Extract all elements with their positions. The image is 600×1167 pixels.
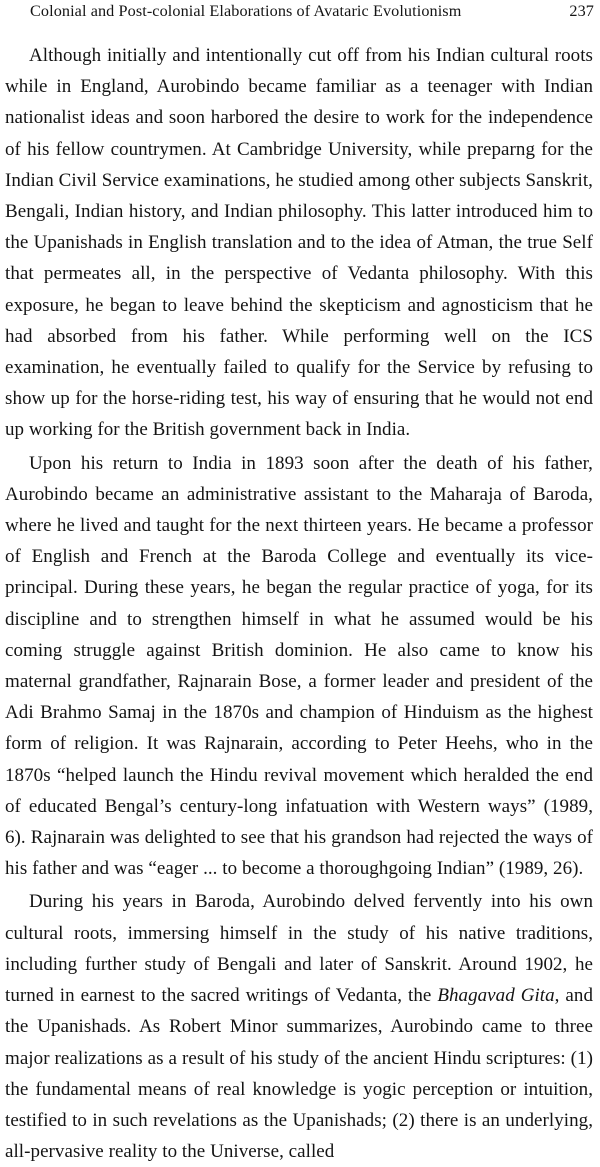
paragraph-1: Although initially and intentionally cut off from his Indian cultural roots while in England, Aurobindo became familiar as a teenager with Indian nationalist ideas and soon harbored the desire to work for the independence of his fellow countrymen. At Cambridge University, while preparng for the Indian Civil Service examinations, he studied among other subjects Sanskrit, Bengali, Indian history, and Indian philosophy. This latter introduced him to the Upanishads in English translation and to the idea of Atman, the true Self that permeates all, in the perspective of Vedanta philosophy. With this exposure, he began to leave behind the skepticism and agnosticism that he had absorbed from his father. While performing well on the ICS examination, he eventually failed to qualify for the Service by refusing to show up for the horse-riding test, his way of ensuring that he would not end up working for the British government back in India. bbox=[5, 45, 593, 441]
paragraph-2: Upon his return to India in 1893 soon after the death of his father, Aurobindo became an administrative assistant to the Maharaja of Baroda, where he lived and taught for the next thirteen years. He became a professor of English and French at the Baroda College and eventually its vice-principal. During these years, he began the regular practice of yoga, for its discipline and to strengthen himself in what he assumed would be his coming struggle against British dominion. He also came to know his maternal grandfather, Rajnarain Bose, a former leader and president of the Adi Brahmo Samaj in the 1870s and champion of Hinduism as the highest form of religion. It was Rajnarain, according to Peter Heehs, who in the 1870s “helped launch the Hindu revival movement which heralded the end of educated Bengal’s century-long infatuation with Western ways” (1989, 6). Rajnarain was delighted to see that his grandson had rejected the ways of his father and was “eager ... to become a thoroughgoing Indian” (1989, 26). bbox=[5, 452, 593, 880]
running-title: Colonial and Post-colonial Elaborations of Avataric Evolutionism bbox=[30, 2, 462, 20]
italic-title-bhagavad-gita: Bhagavad Gita bbox=[437, 985, 555, 1007]
paragraph-3 bbox=[5, 886, 593, 1167]
paragraph-3-text-a: During his years in Baroda, Aurobindo delved fervently into his own cultural roots, immersing himself in the study of his native traditions, including further study of Bengali and later of Sanskrit. Around 1902, he turned in earnest to the sacred writings of Vedanta, the bbox=[5, 891, 593, 1007]
page-number: 237 bbox=[569, 2, 594, 20]
running-header bbox=[30, 2, 594, 26]
body-text bbox=[5, 40, 593, 1167]
paragraph-3-text-b: , and the Upanishads. As Robert Minor summarizes, Aurobindo came to three major realizations as a result of his study of the ancient Hindu scriptures: (1) the fundamental means of real knowledge is yogic perception or intuition, testified to in such revelations as the Upanishads; (2) there is an underlying, all-pervasive reality to the Universe, called bbox=[5, 985, 593, 1163]
